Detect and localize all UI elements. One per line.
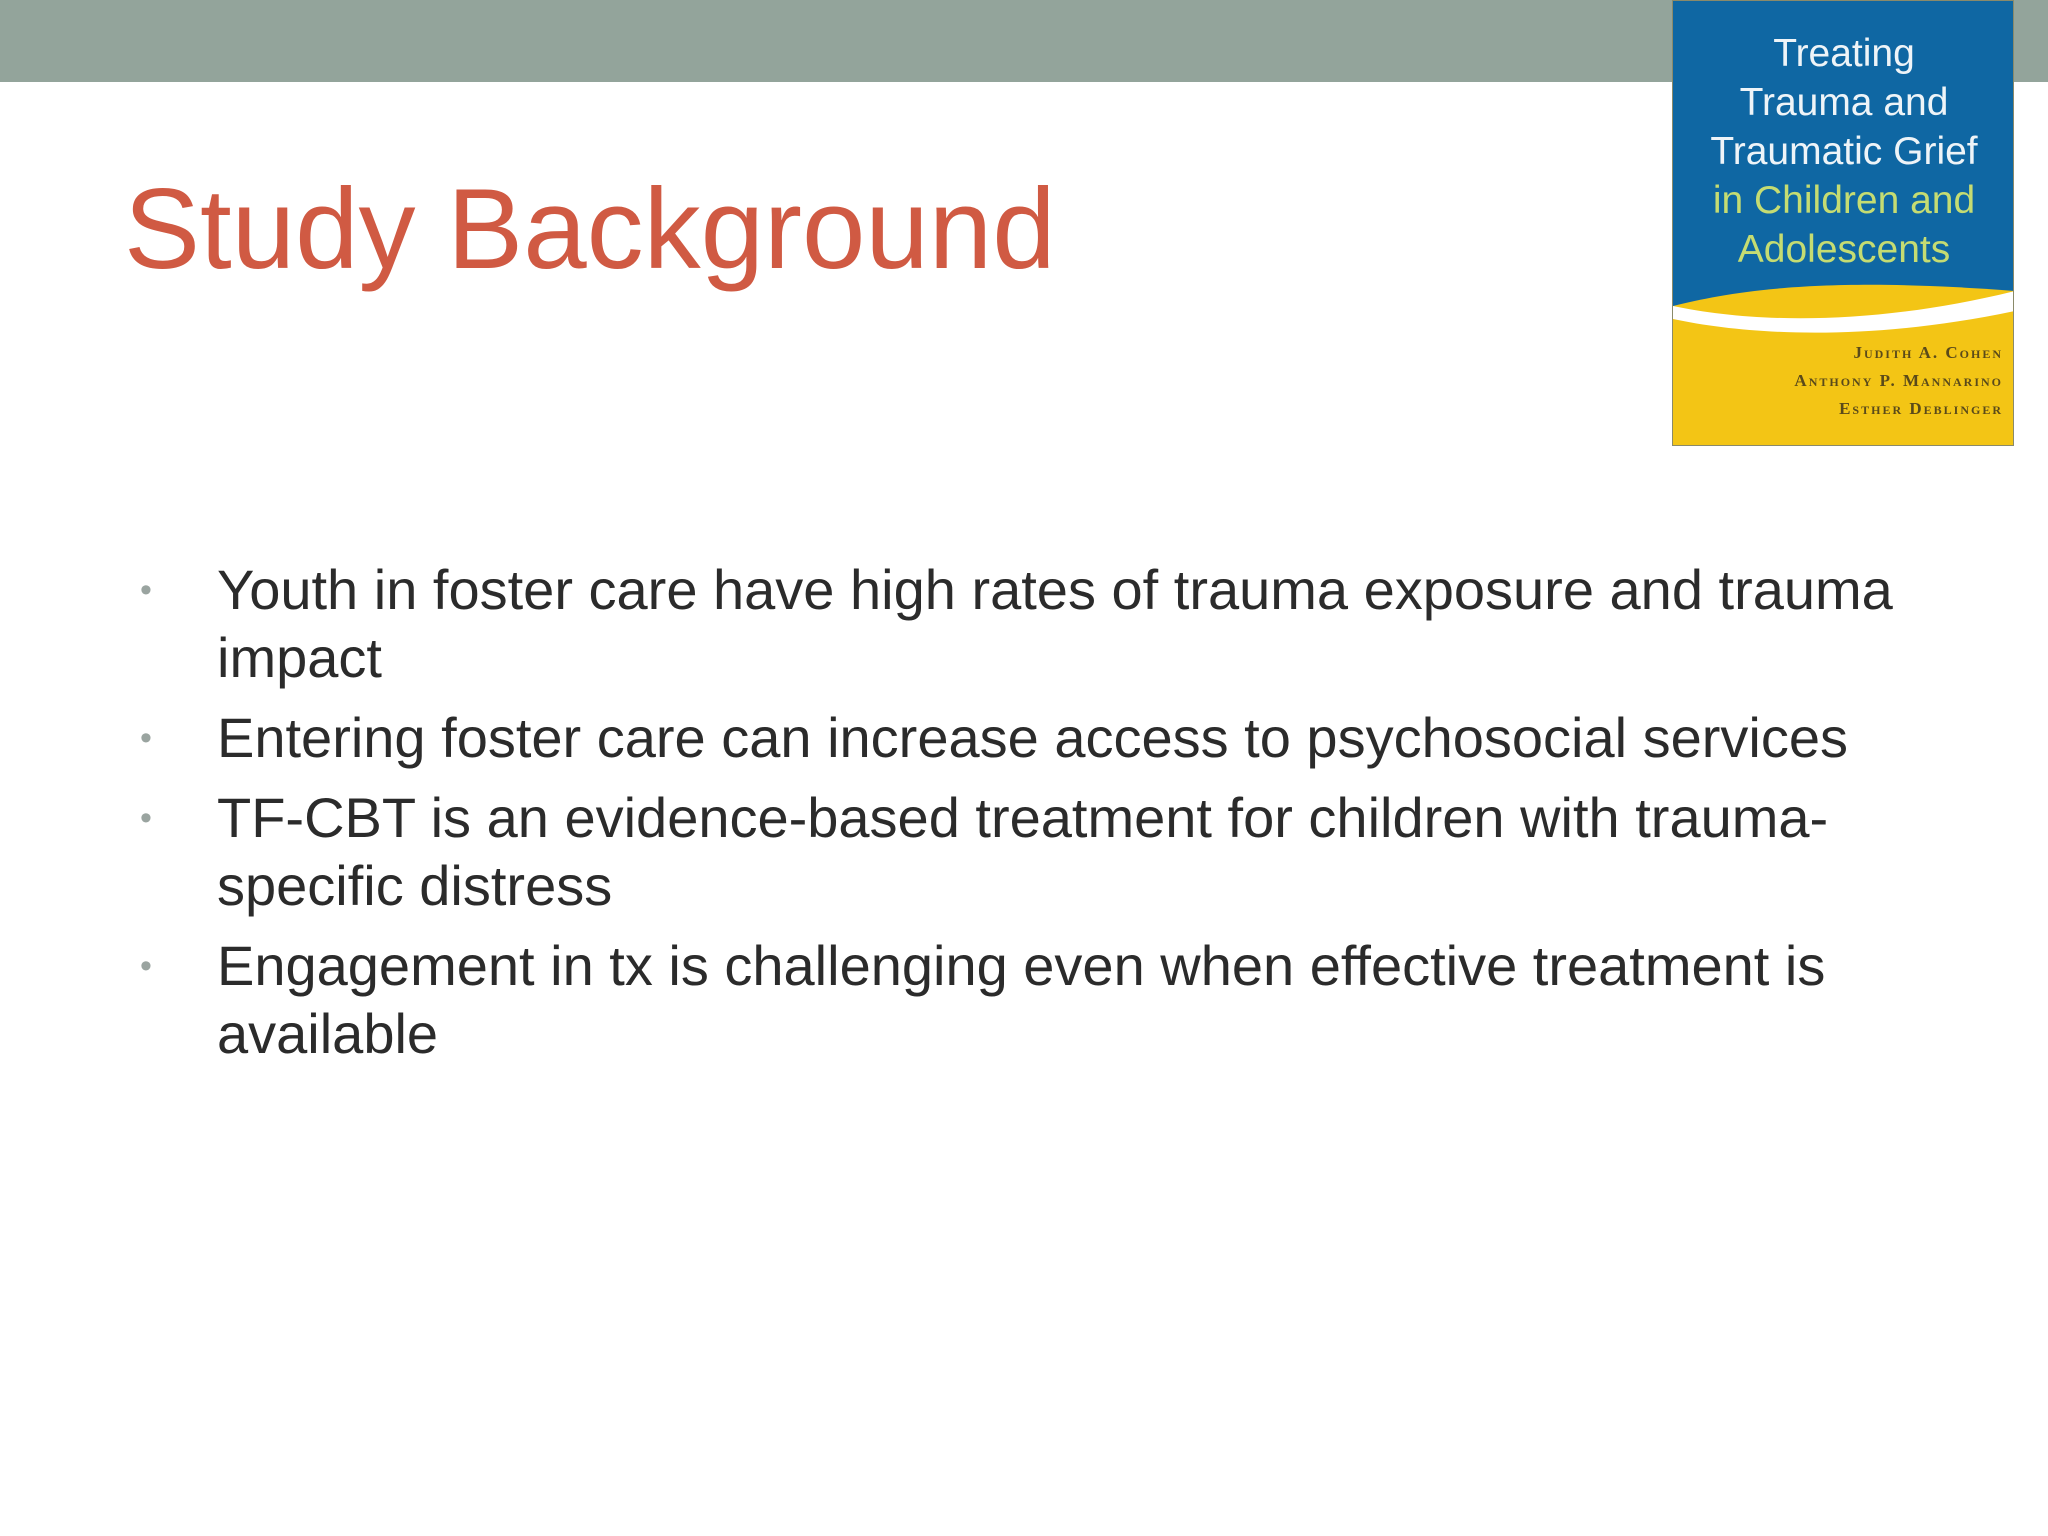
bullet-list	[0, 556, 2048, 1080]
bullet-line: available	[217, 1002, 439, 1065]
bullet-marker: •	[140, 947, 152, 985]
book-title-line: Adolescents	[1737, 228, 1951, 271]
book-title-line: Trauma and	[1739, 81, 1949, 124]
bullet-item	[0, 784, 2048, 920]
bullet-line: specific distress	[217, 854, 613, 917]
bullet-text	[217, 556, 1988, 692]
bullet-item	[0, 932, 2048, 1068]
book-title-line: Treating	[1773, 32, 1915, 75]
book-author: Anthony P. Mannarino	[1794, 371, 2003, 390]
bullet-line: Entering foster care can increase access to psychosocial services	[217, 706, 1848, 769]
book-cover-title	[1673, 29, 2014, 274]
bullet-item	[0, 704, 2048, 772]
book-author: Judith A. Cohen	[1853, 343, 2003, 362]
book-author: Esther Deblinger	[1839, 399, 2003, 418]
bullet-line: TF-CBT is an evidence-based treatment for children with trauma-	[217, 786, 1829, 849]
bullet-marker: •	[140, 571, 152, 609]
bullet-item	[0, 556, 2048, 692]
bullet-text	[217, 784, 1988, 920]
book-cover-authors	[1794, 339, 2003, 423]
bullet-marker: •	[140, 719, 152, 757]
book-title-line: in Children and	[1712, 179, 1976, 222]
bullet-line: Engagement in tx is challenging even when effective treatment is	[217, 934, 1826, 997]
bullet-text	[217, 704, 1988, 772]
bullet-marker: •	[140, 799, 152, 837]
bullet-line: impact	[217, 626, 382, 689]
bullet-text	[217, 932, 1988, 1068]
slide-title: Study Background	[124, 166, 1056, 293]
book-cover-image	[1672, 0, 2014, 446]
bullet-line: Youth in foster care have high rates of trauma exposure and trauma	[217, 558, 1893, 621]
book-title-line: Traumatic Grief	[1710, 130, 1978, 173]
